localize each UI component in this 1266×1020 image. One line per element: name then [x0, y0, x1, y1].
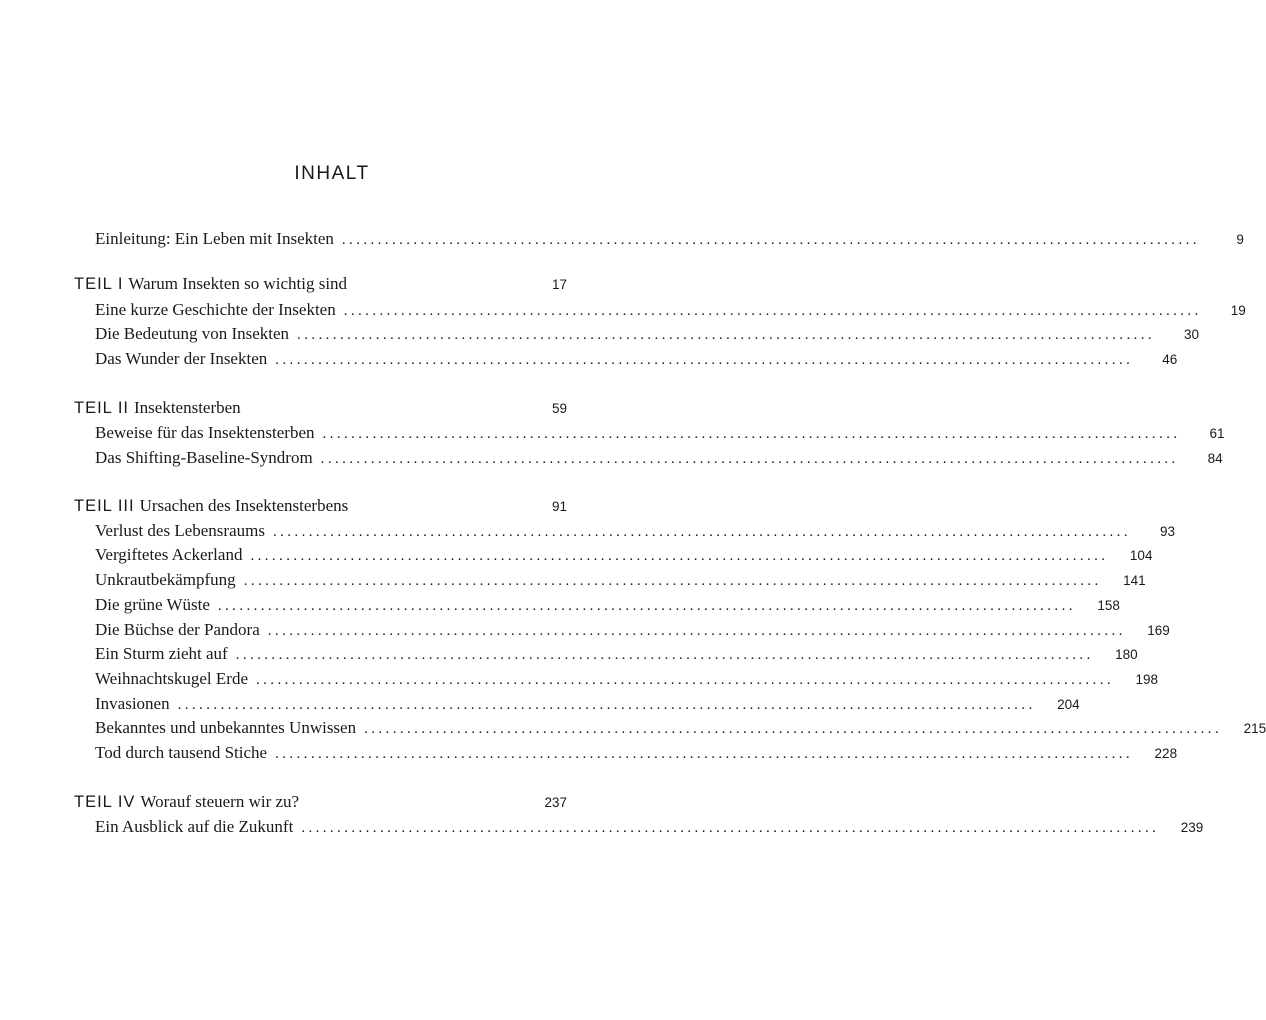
chapter-title: Bekanntes und unbekanntes Unwissen [95, 718, 357, 737]
dot-leader: ........................................................................................................................ [256, 672, 1114, 688]
toc-part-2[interactable] [74, 397, 567, 419]
part-number: TEIL IV [74, 793, 136, 811]
toc-entry[interactable] [95, 422, 1225, 444]
part-title: Insektensterben [134, 398, 241, 417]
toc-entry[interactable] [95, 816, 1204, 838]
part-title: Worauf steuern wir zu? [140, 792, 300, 811]
page-number: 9 [1236, 232, 1244, 247]
toc-part-1[interactable] [74, 273, 567, 295]
page-number: 198 [1135, 672, 1158, 687]
chapter-title: Vergiftetes Ackerland [95, 545, 243, 564]
page-number: 141 [1123, 573, 1146, 588]
page-number: 228 [1154, 746, 1178, 761]
page-number: 91 [551, 499, 567, 514]
page-number: 158 [1097, 598, 1120, 613]
chapter-title: Verlust des Lebensraums [95, 521, 265, 540]
toc-entry-intro[interactable] [95, 228, 1244, 250]
part-number: TEIL I [74, 275, 124, 293]
chapter-title: Weihnachtskugel Erde [95, 669, 248, 688]
toc-entry[interactable] [95, 643, 1138, 665]
dot-leader: ........................................................................................................................ [343, 303, 1202, 319]
toc-entry[interactable] [95, 447, 1223, 469]
toc-entry[interactable] [95, 717, 1266, 739]
chapter-title: Die grüne Wüste [95, 595, 210, 614]
page-number: 239 [1180, 820, 1204, 835]
dot-leader: ........................................................................................................................ [275, 746, 1134, 762]
toc-entry[interactable] [95, 348, 1178, 370]
dot-leader: ........................................................................................................................ [267, 623, 1126, 639]
page-number: 17 [551, 277, 567, 292]
part-number: TEIL II [74, 399, 129, 417]
part-number: TEIL III [74, 497, 135, 515]
part-title: Warum Insekten so wichtig sind [128, 274, 348, 293]
chapter-title: Unkrautbekämpfung [95, 570, 236, 589]
dot-leader: ........................................................................................................................ [177, 697, 1036, 713]
toc-entry[interactable] [95, 323, 1200, 345]
part-title: Ursachen des Insektensterbens [139, 496, 349, 515]
page-number: 19 [1230, 303, 1246, 318]
page-number: 61 [1209, 426, 1225, 441]
dot-leader: ........................................................................................................................ [217, 598, 1076, 614]
page-number: 237 [544, 795, 567, 810]
toc-entry[interactable] [95, 594, 1120, 616]
page-number: 169 [1147, 623, 1170, 638]
toc-part-3[interactable] [74, 495, 567, 517]
chapter-title: Die Büchse der Pandora [95, 620, 260, 639]
chapter-title: Das Wunder der Insekten [95, 349, 268, 368]
page-number: 215 [1243, 721, 1266, 736]
chapter-title: Das Shifting-Baseline-Syndrom [95, 448, 313, 467]
dot-leader: ........................................................................................................................ [275, 352, 1134, 368]
dot-leader: ........................................................................................................................ [235, 647, 1094, 663]
toc-entry[interactable] [95, 742, 1178, 764]
toc-entry[interactable] [95, 299, 1246, 321]
dot-leader: ........................................................................................................................ [250, 548, 1109, 564]
toc-entry[interactable] [95, 569, 1146, 591]
chapter-title: Ein Ausblick auf die Zukunft [95, 817, 294, 836]
chapter-title: Einleitung: Ein Leben mit Insekten [95, 229, 334, 248]
page-number: 46 [1162, 352, 1178, 367]
dot-leader: ........................................................................................................................ [322, 426, 1181, 442]
chapter-title: Invasionen [95, 694, 170, 713]
dot-leader: ........................................................................................................................ [243, 573, 1102, 589]
chapter-title: Ein Sturm zieht auf [95, 644, 228, 663]
toc-entry[interactable] [95, 693, 1080, 715]
dot-leader: ........................................................................................................................ [341, 232, 1200, 248]
toc-entry[interactable] [95, 619, 1170, 641]
chapter-title: Tod durch tausend Stiche [95, 743, 268, 762]
page-number: 180 [1115, 647, 1138, 662]
dot-leader: ........................................................................................................................ [301, 820, 1160, 836]
page-number: 93 [1159, 524, 1175, 539]
page-number: 204 [1057, 697, 1080, 712]
toc-part-4[interactable] [74, 791, 567, 813]
toc-entry[interactable] [95, 520, 1175, 542]
page-number: 104 [1129, 548, 1153, 563]
toc-entry[interactable] [95, 544, 1153, 566]
chapter-title: Die Bedeutung von Insekten [95, 324, 290, 343]
page-number: 59 [551, 401, 567, 416]
dot-leader: ........................................................................................................................ [364, 721, 1223, 737]
dot-leader: ........................................................................................................................ [272, 524, 1131, 540]
chapter-title: Eine kurze Geschichte der Insekten [95, 300, 336, 319]
dot-leader: ........................................................................................................................ [320, 451, 1179, 467]
chapter-title: Beweise für das Insektensterben [95, 423, 315, 442]
page-number: 84 [1207, 451, 1223, 466]
page-number: 30 [1184, 327, 1200, 342]
page-title: INHALT [294, 162, 370, 184]
toc-entry[interactable] [95, 668, 1158, 690]
dot-leader: ........................................................................................................................ [297, 327, 1156, 343]
